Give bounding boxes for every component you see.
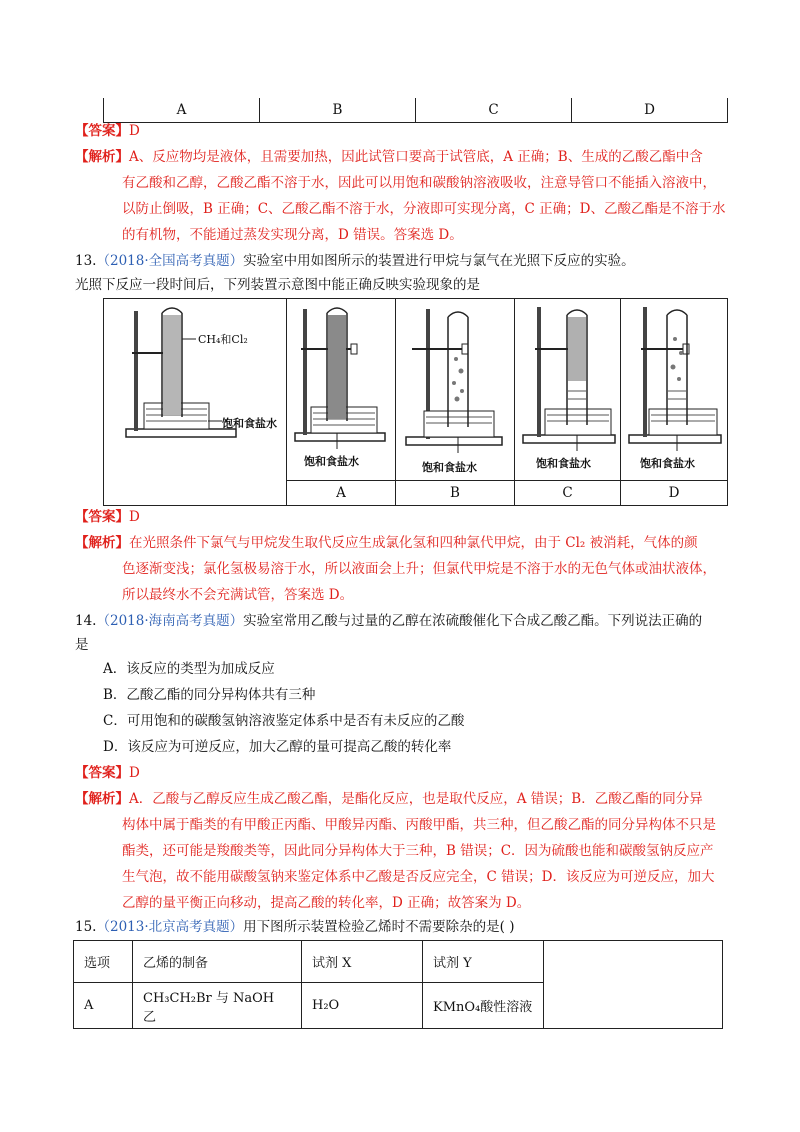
q12-option-a: A bbox=[104, 98, 260, 122]
q14-stem-line-2: 是 bbox=[75, 637, 89, 653]
q14-choice-d: D．该反应为可逆反应，加大乙醇的量可提高乙酸的转化率 bbox=[103, 739, 452, 755]
q15-table-header bbox=[74, 941, 723, 983]
q14-analysis-line-5: 乙醇的量平衡正向移动，提高乙酸的转化率，D 正确；故答案为 D。 bbox=[122, 895, 531, 911]
q13-option-b: B bbox=[450, 485, 460, 501]
q15-source: （2013·北京高考真题） bbox=[96, 919, 244, 935]
q15-header-y: 试剂 Y bbox=[423, 941, 544, 983]
q14-choice-b: B．乙酸乙酯的同分异构体共有三种 bbox=[103, 687, 316, 703]
q13-analysis-line-3: 所以最终水不会充满试管，答案选 D。 bbox=[122, 587, 354, 603]
q13-answer: 【答案】D bbox=[75, 509, 140, 525]
q12-option-b: B bbox=[260, 98, 416, 122]
q14-source: （2018·海南高考真题） bbox=[96, 613, 244, 629]
q13-apparatus-d bbox=[621, 299, 727, 480]
q13-water-label-b: 饱和食盐水 bbox=[422, 461, 477, 474]
q13-option-d: D bbox=[668, 485, 680, 501]
q14-analysis-line-1: 【解析】A．乙酸与乙醇反应生成乙酸乙酯，是酯化反应，也是取代反应，A 错误；B．乙酸乙酯的同分异 bbox=[75, 791, 703, 807]
q15-header-x: 试剂 X bbox=[302, 941, 423, 983]
q14-answer: 【答案】D bbox=[75, 765, 140, 781]
q14-stem-line-1: 14.（2018·海南高考真题）实验室常用乙酸与过量的乙醇在浓硫酸催化下合成乙酸乙酯。下列说法正确的 bbox=[75, 613, 703, 629]
q14-choice-a: A．该反应的类型为加成反应 bbox=[103, 661, 275, 677]
q12-analysis-line-4: 的有机物，不能通过蒸发实现分离，D 错误。答案选 D。 bbox=[122, 227, 463, 243]
q12-option-table bbox=[103, 98, 728, 123]
q14-analysis-line-4: 生气泡，故不能用碳酸氢钠来鉴定体系中乙酸是否反应完全，C 错误；D．该反应为可逆反应，加大 bbox=[122, 869, 715, 885]
q13-original-apparatus bbox=[104, 299, 286, 480]
q13-apparatus-b bbox=[396, 299, 514, 480]
q13-figure bbox=[103, 298, 728, 506]
q14-choice-c: C．可用饱和的碳酸氢钠溶液鉴定体系中是否有未反应的乙酸 bbox=[103, 713, 465, 729]
q13-stem-line-2: 光照下反应一段时间后，下列装置示意图中能正确反映实验现象的是 bbox=[75, 277, 480, 293]
q13-option-a: A bbox=[336, 485, 346, 501]
q15-table bbox=[73, 940, 723, 1029]
q13-water-label-a: 饱和食盐水 bbox=[304, 455, 359, 468]
q15-row-option: A bbox=[74, 983, 133, 1029]
q13-source: （2018·全国高考真题） bbox=[96, 253, 244, 269]
q12-option-c: C bbox=[416, 98, 572, 122]
q15-row-y: KMnO₄酸性溶液 bbox=[423, 983, 544, 1029]
q15-row-prep: CH₃CH₂Br 与 NaOH 乙 bbox=[133, 983, 302, 1029]
q15-figure-cell bbox=[544, 941, 723, 1029]
q15-header-option: 选项 bbox=[74, 941, 133, 983]
q14-analysis-line-3: 酯类，还可能是羧酸类等，因此同分异构体大于三种，B 错误；C．因为硫酸也能和碳酸氢钠反应产 bbox=[122, 843, 714, 859]
q13-analysis-line-2: 色逐渐变浅；氯化氢极易溶于水，所以液面会上升；但氯代甲烷是不溶于水的无色气体或油状液体， bbox=[122, 561, 716, 577]
q13-apparatus-c bbox=[515, 299, 620, 480]
q14-analysis-line-2: 构体中属于酯类的有甲酸正丙酯、甲酸异丙酯、丙酸甲酯，共三种，但乙酸乙酯的同分异构体不只是 bbox=[122, 817, 716, 833]
q13-gas-label: CH₄和Cl₂ bbox=[198, 333, 248, 346]
q15-row-x: H₂O bbox=[302, 983, 423, 1029]
q15-header-prep: 乙烯的制备 bbox=[133, 941, 302, 983]
q12-analysis-line-2: 有乙酸和乙醇，乙酸乙酯不溶于水，因此可以用饱和碳酸钠溶液吸收，注意导管口不能插入溶液中， bbox=[122, 175, 716, 191]
q13-water-label-c: 饱和食盐水 bbox=[536, 457, 591, 470]
q12-answer: 【答案】D bbox=[75, 123, 140, 139]
q12-option-d: D bbox=[572, 98, 728, 122]
q13-option-c: C bbox=[562, 485, 573, 501]
q12-analysis-line-1: 【解析】A、反应物均是液体，且需要加热，因此试管口要高于试管底，A 正确；B、生成的乙酸乙酯中含 bbox=[75, 149, 703, 165]
q13-water-label-original: 饱和食盐水 bbox=[222, 417, 277, 430]
q13-stem-line-1: 13.（2018·全国高考真题）实验室中用如图所示的装置进行甲烷与氯气在光照下反应的实验。 bbox=[75, 253, 635, 269]
q15-stem: 15.（2013·北京高考真题）用下图所示装置检验乙烯时不需要除杂的是( ) bbox=[75, 919, 515, 935]
q13-water-label-d: 饱和食盐水 bbox=[640, 457, 695, 470]
q13-analysis-line-1: 【解析】在光照条件下氯气与甲烷发生取代反应生成氯化氢和四种氯代甲烷，由于 Cl₂ 被消耗，气体的颜 bbox=[75, 535, 698, 551]
q12-analysis-line-3: 以防止倒吸，B 正确；C、乙酸乙酯不溶于水，分液即可实现分离，C 正确；D、乙酸乙酯是不溶于水 bbox=[122, 201, 726, 217]
